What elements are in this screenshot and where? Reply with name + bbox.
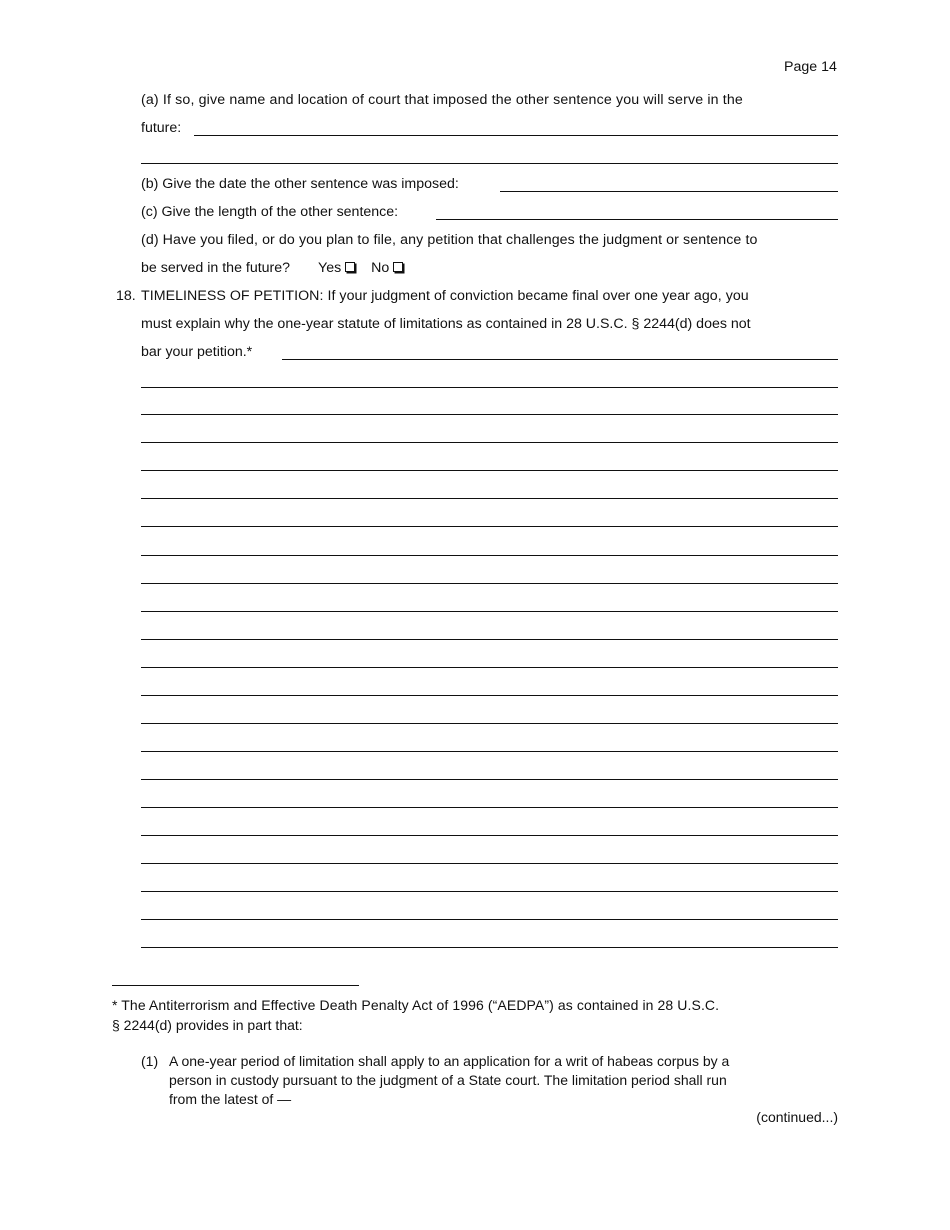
q18-answer-line[interactable]: [141, 835, 838, 836]
q18-answer-line[interactable]: [141, 498, 838, 499]
q17c-answer-line[interactable]: [436, 219, 838, 220]
q17a-text-line1: (a) If so, give name and location of court that imposed the other sentence you will serve in the: [141, 92, 743, 108]
footnote-item-line2: person in custody pursuant to the judgment of a State court. The limitation period shall run: [169, 1072, 727, 1088]
q18-answer-line[interactable]: [141, 947, 838, 948]
q18-answer-line[interactable]: [141, 470, 838, 471]
q18-answer-line[interactable]: [141, 751, 838, 752]
q17d-yes-label: Yes: [318, 260, 342, 276]
q18-answer-line[interactable]: [141, 526, 838, 527]
footnote-item-number: (1): [141, 1053, 159, 1069]
q18-number: 18.: [116, 288, 136, 304]
q17d-no-checkbox[interactable]: [393, 262, 403, 272]
q18-answer-line[interactable]: [141, 639, 838, 640]
q17a-text-line2: future:: [141, 120, 182, 136]
q18-text-line2: must explain why the one-year statute of limitations as contained in 28 U.S.C. § 2244(d) does not: [141, 316, 751, 332]
q18-answer-line[interactable]: [141, 779, 838, 780]
q18-answer-line-first[interactable]: [282, 359, 838, 360]
footnote-item-line1: A one-year period of limitation shall apply to an application for a writ of habeas corpus by a: [169, 1053, 730, 1069]
q18-answer-line[interactable]: [141, 414, 838, 415]
q17a-answer-line-1[interactable]: [194, 135, 838, 136]
q17d-text-line2: [141, 260, 403, 276]
q18-answer-line[interactable]: [141, 442, 838, 443]
q17c-text: (c) Give the length of the other sentence:: [141, 204, 399, 220]
q18-answer-line[interactable]: [141, 611, 838, 612]
footnote-separator: [112, 985, 359, 986]
q17b-text: (b) Give the date the other sentence was imposed:: [141, 176, 459, 192]
q17d-no-label: No: [371, 260, 390, 276]
footnote-text-line1: * The Antiterrorism and Effective Death Penalty Act of 1996 (“AEDPA”) as contained in 28 U.S.C.: [112, 997, 720, 1013]
q18-answer-line[interactable]: [141, 667, 838, 668]
page-number: Page 14: [784, 59, 837, 75]
q18-answer-line[interactable]: [141, 863, 838, 864]
q18-answer-line[interactable]: [141, 583, 838, 584]
q17d-text-line1: (d) Have you filed, or do you plan to file, any petition that challenges the judgment or sentence to: [141, 232, 758, 248]
q18-answer-line[interactable]: [141, 723, 838, 724]
q18-answer-line[interactable]: [141, 807, 838, 808]
q18-answer-line[interactable]: [141, 695, 838, 696]
q17d-question: be served in the future?: [141, 260, 291, 276]
footnote-text-line2: § 2244(d) provides in part that:: [112, 1017, 303, 1033]
q17d-yes-checkbox[interactable]: [345, 262, 355, 272]
q18-text-line1: TIMELINESS OF PETITION: If your judgment of conviction became final over one year ago, you: [141, 288, 749, 304]
q18-answer-line[interactable]: [141, 555, 838, 556]
continued-note: (continued...): [756, 1109, 838, 1125]
q17b-answer-line[interactable]: [500, 191, 838, 192]
q18-answer-line[interactable]: [141, 891, 838, 892]
q18-answer-line[interactable]: [141, 919, 838, 920]
q18-answer-line[interactable]: [141, 387, 838, 388]
footnote-item-line3: from the latest of —: [169, 1091, 292, 1107]
q18-text-line3: bar your petition.*: [141, 344, 253, 360]
q17a-answer-line-2[interactable]: [141, 163, 838, 164]
